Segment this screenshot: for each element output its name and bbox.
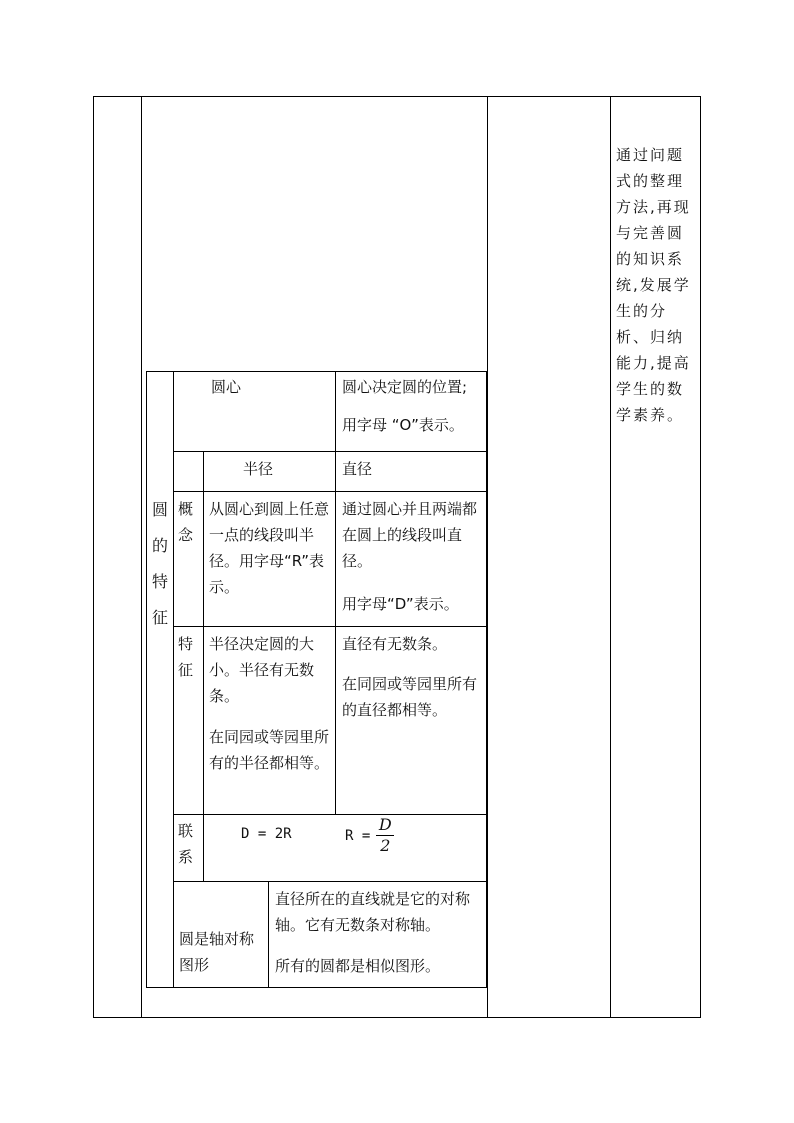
relation-divider: [203, 814, 204, 881]
concept-diameter-1: 通过圆心并且两端都在圆上的线段叫直径。: [342, 500, 478, 570]
center-desc-1: 圆心决定圆的位置;: [342, 378, 468, 396]
side-note: 通过问题式的整理方法,再现与完善圆的知识系统,发展学生的分析、归纳能力,提高学生的数学素养。: [616, 146, 691, 424]
col-header-radius: 半径: [243, 460, 274, 478]
symmetry-desc-2: 所有的圆都是相似图形。: [275, 957, 441, 975]
concept-diameter-2: 用字母“D”表示。: [342, 595, 459, 613]
symmetry-divider: [268, 881, 269, 988]
property-diameter-2: 在同园或等园里所有的直径都相等。: [342, 675, 478, 719]
property-row-bottom-line: [173, 814, 487, 815]
property-radius-2: 在同园或等园里所有的半径都相等。: [209, 728, 330, 772]
center-label: 圆心: [211, 378, 242, 396]
header-row-bottom-line: [173, 491, 487, 492]
concept-row-bottom-line: [173, 626, 487, 627]
subcol-divider: [203, 451, 204, 814]
col-header-diameter: 直径: [342, 460, 373, 478]
row-header-features: 圆的特征: [151, 500, 168, 627]
center-divider: [335, 371, 336, 451]
property-radius-1: 半径决定圆的大小。半径有无数条。: [209, 635, 315, 705]
relation-formula-1: D = 2R: [241, 826, 292, 842]
relation-fraction: [376, 815, 394, 856]
symmetry-desc-1: 直径所在的直线就是它的对称轴。它有无数条对称轴。: [275, 890, 471, 934]
center-row-bottom-line: [173, 451, 487, 452]
relation-formula-2: [345, 815, 394, 856]
feature-table-col-line: [173, 371, 174, 988]
relation-label: 联系: [178, 822, 194, 866]
symmetry-label: 圆是轴对称图形: [179, 930, 255, 974]
main-col-divider: [335, 451, 336, 814]
center-desc-2: 用字母 “O”表示。: [342, 416, 464, 434]
property-diameter-1: 直径有无数条。: [342, 635, 448, 653]
outer-col-divider-3: [610, 96, 611, 1018]
relation-row-bottom-line: [173, 881, 487, 882]
property-label: 特征: [178, 635, 194, 679]
outer-col-divider-1: [141, 96, 142, 1018]
fraction-numerator: D: [378, 815, 392, 834]
outer-col-divider-2: [487, 96, 488, 1018]
concept-radius: 从圆心到圆上任意一点的线段叫半径。用字母“R”表示。: [209, 500, 330, 596]
fraction-denominator: 2: [380, 836, 391, 855]
concept-label: 概念: [178, 500, 194, 544]
relation-formula-2-left: R =: [345, 827, 371, 844]
